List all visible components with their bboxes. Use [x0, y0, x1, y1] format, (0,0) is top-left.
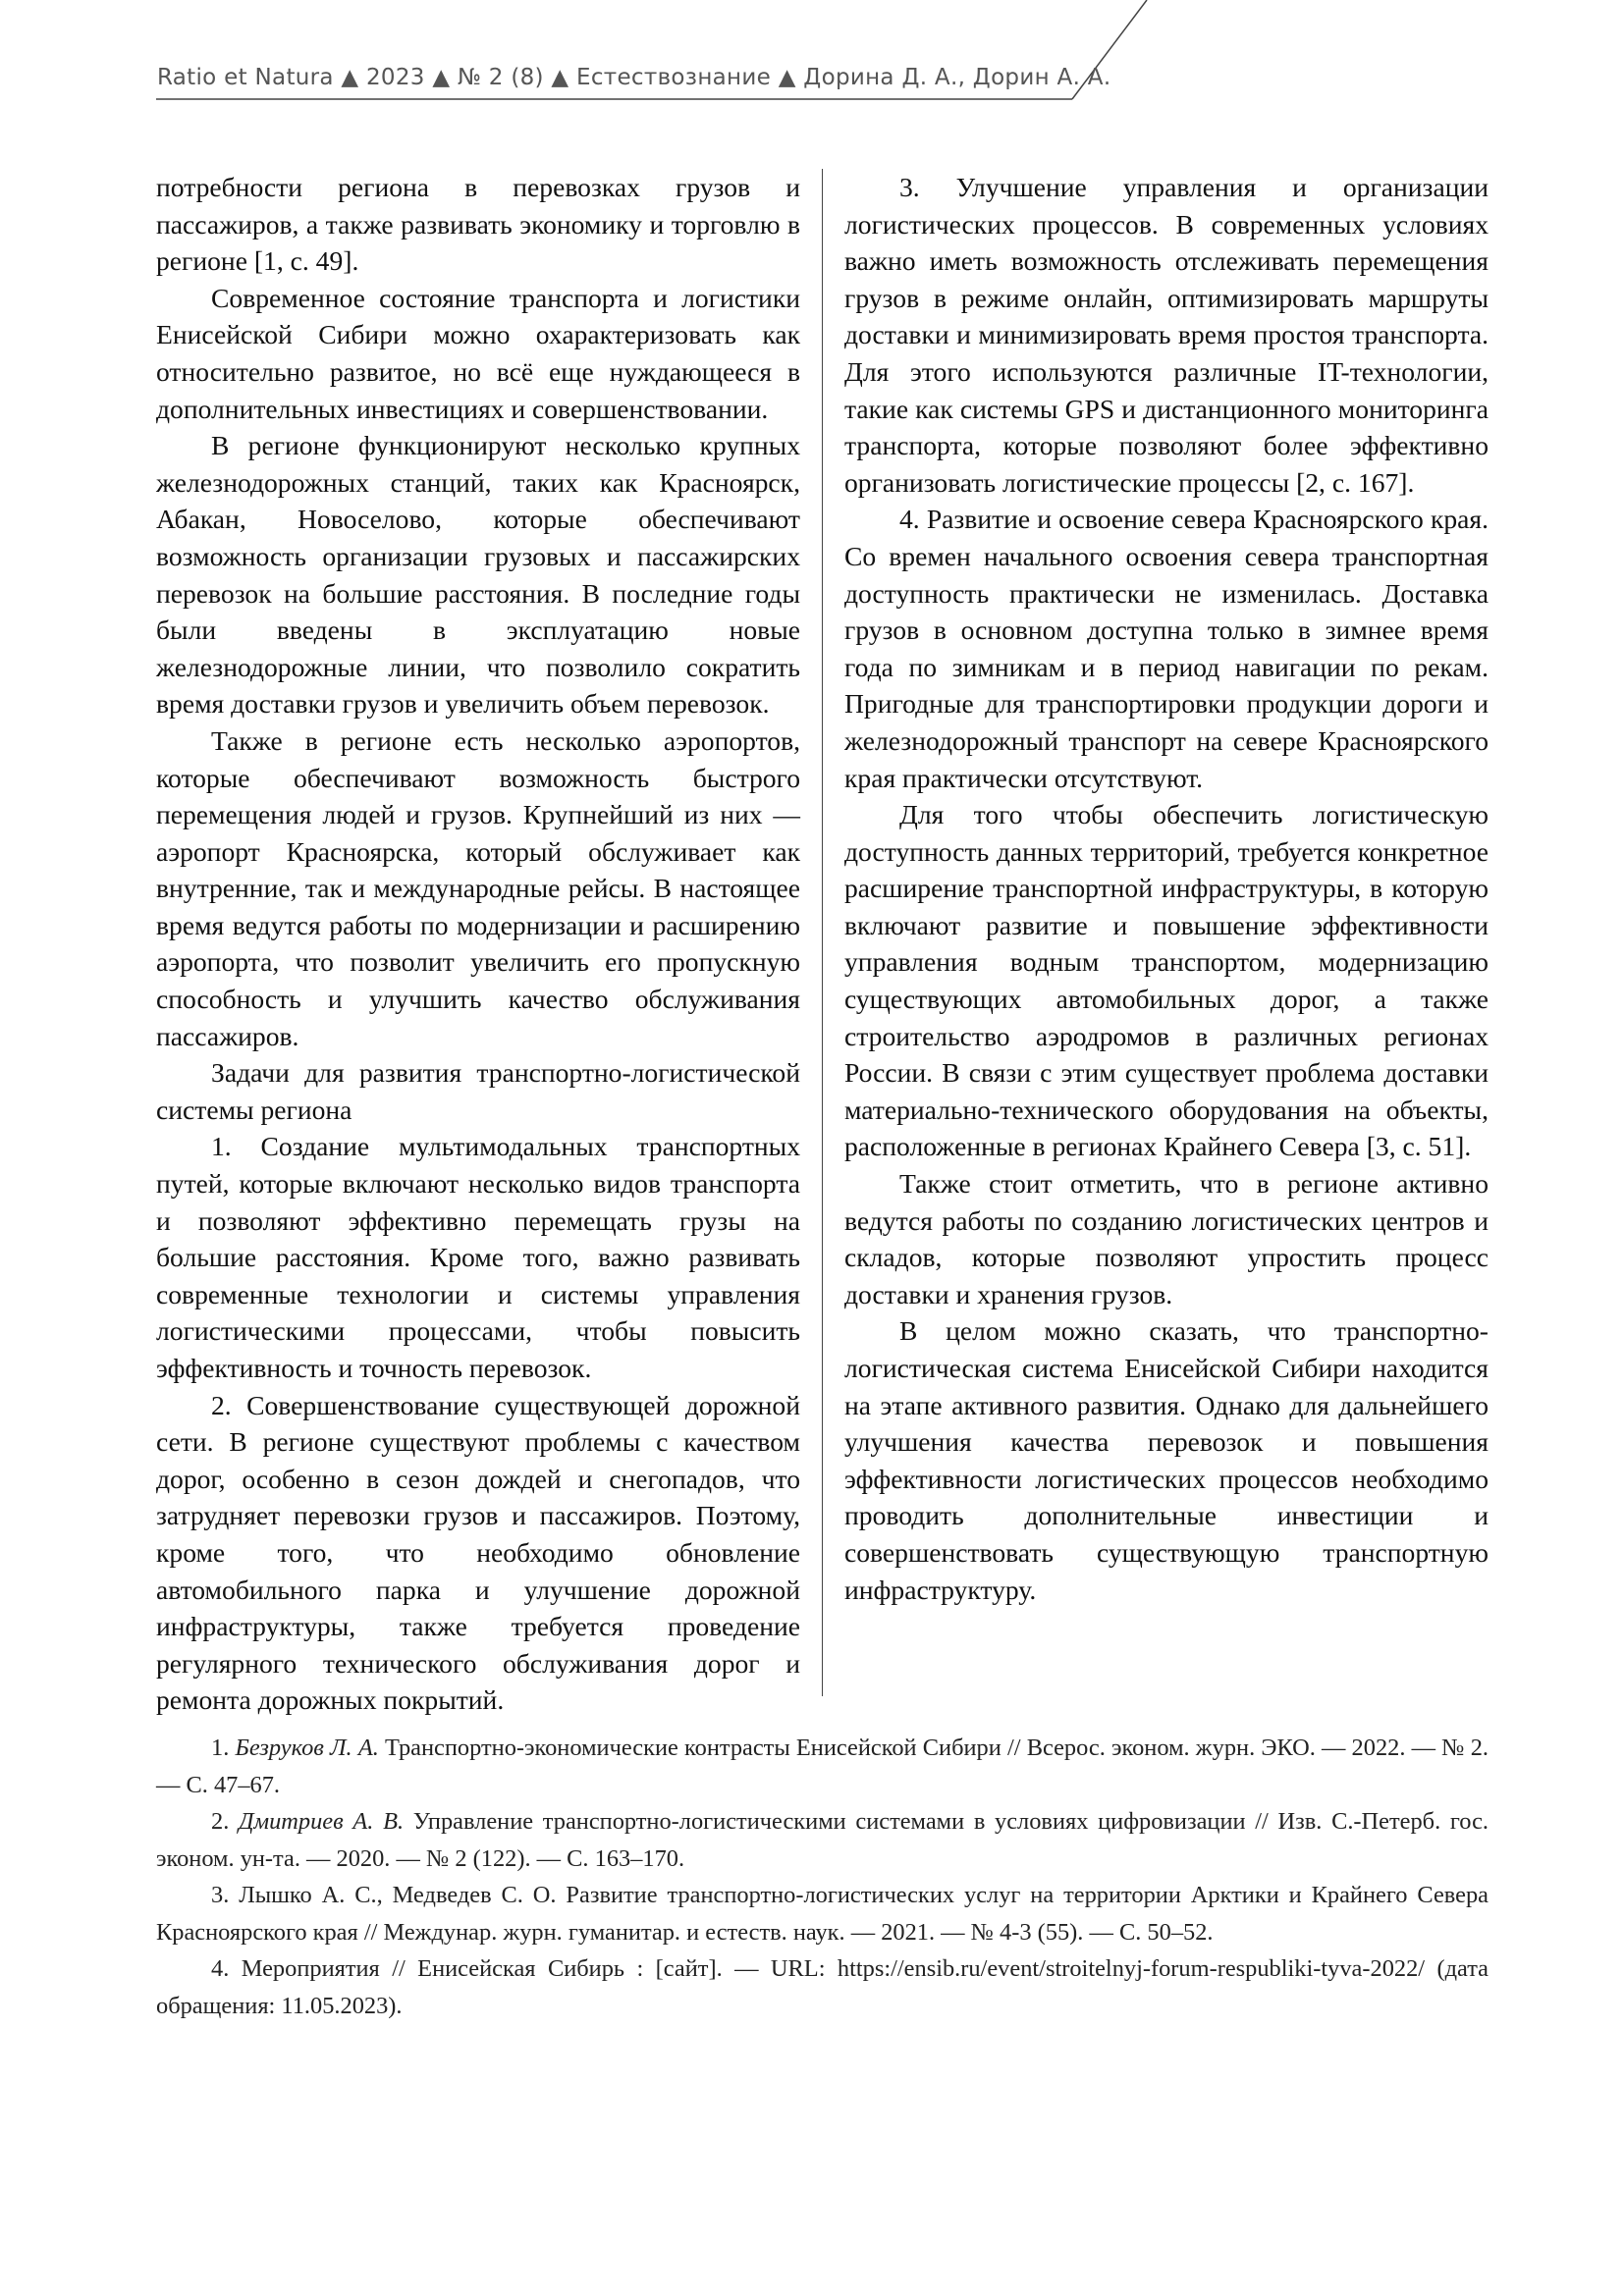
reference-number: 3.: [211, 1882, 230, 1908]
paragraph: Также стоит отметить, что в регионе активно ведутся работы по созданию логистических центров и складов, которые позволяют упростить процесс доставки и хранения грузов.: [844, 1168, 1489, 1309]
paragraph: Современное состояние транспорта и логистики Енисейской Сибири можно охарактеризовать как относительно развитое, но всё еще нуждающееся в дополнительных инвестициях и совершенствовании.: [156, 282, 800, 424]
reference-number: 1.: [211, 1735, 230, 1761]
reference-author: Безруков Л. А.: [235, 1735, 379, 1761]
reference-item: [156, 1877, 1489, 1950]
paragraph: В регионе функционируют несколько крупных железнодорожных станций, таких как Красноярск, Абакан, Новоселово, которые обеспечивают возможность организации грузовых и пассажирских перевозок на большие расстояния. В последние годы были введены в эксплуатацию новые железнодорожные линии, что позволило сократить время доставки грузов и увеличить объем перевозок.: [156, 430, 800, 720]
reference-item: [156, 1803, 1489, 1877]
reference-item: [156, 1950, 1489, 2024]
reference-number: 2.: [211, 1808, 230, 1835]
header-rule-decoration: [0, 0, 1624, 118]
reference-list: [156, 1730, 1489, 2024]
list-item-paragraph: 3. Улучшение управления и организации логистических процессов. В современных условиях важно иметь возможность отслеживать перемещения грузов в режиме онлайн, оптимизировать маршруты доставки и минимизировать время простоя транспорта. Для этого используются различные IT-технологии, такие как системы GPS и дистанционного мониторинга транспорта, которые позволяют более эффективно организовать логистические процессы [2, с. 167].: [844, 172, 1489, 498]
paragraph: Задачи для развития транспортно-логистической системы региона: [156, 1057, 800, 1125]
running-head-text: Ratio et Natura ▲ 2023 ▲ № 2 (8) ▲ Естествознание ▲ Дорина Д. А., Дорин А. А.: [157, 65, 1111, 90]
list-item-paragraph: 4. Развитие и освоение севера Красноярского края. Со времен начального освоения севера транспортная доступность практически не изменилась. Доставка грузов в основном доступна только в зимнее время года по зимникам и в период навигации по рекам. Пригодные для транспортировки продукции дороги и железнодорожный транспорт на севере Красноярского края практически отсутствуют.: [844, 504, 1489, 793]
list-item-paragraph: 2. Совершенствование существующей дорожной сети. В регионе существуют проблемы с качеством дорог, особенно в сезон дождей и снегопадов, что затрудняет перевозки грузов и пассажиров. Поэтому, кроме того, что необходимо обновление автомобильного парка и улучшение дорожной инфраструктуры, также требуется проведение регулярного технического обслуживания дорог и ремонта дорожных покрытий.: [156, 1389, 800, 1716]
list-item-paragraph: 1. Создание мультимодальных транспортных путей, которые включают несколько видов транспорта и позволяют эффективно перемещать грузы на большие расстояния. Кроме того, важно развивать современные технологии и системы управления логистическими процессами, чтобы повысить эффективность и точность перевозок.: [156, 1131, 800, 1383]
reference-item: [156, 1730, 1489, 1803]
column-divider: [822, 169, 823, 1696]
right-column: [844, 169, 1489, 1608]
reference-text: Транспортно-экономические контрасты Енисейской Сибири // Всерос. эконом. журн. ЭКО. — 2022. — № 2. — С. 47–67.: [156, 1735, 1489, 1798]
left-column: [156, 169, 800, 1719]
running-header: [0, 0, 1624, 118]
reference-number: 4.: [211, 1955, 230, 1982]
paragraph: потребности региона в перевозках грузов и пассажиров, а также развивать экономику и торговлю в регионе [1, с. 49].: [156, 172, 800, 277]
paragraph: Также в регионе есть несколько аэропортов, которые обеспечивают возможность быстрого перемещения людей и грузов. Крупнейший из них — аэропорт Красноярска, который обслуживает как внутренние, так и международные рейсы. В настоящее время ведутся работы по модернизации и расширению аэропорта, что позволит увеличить его пропускную способность и улучшить качество обслуживания пассажиров.: [156, 724, 800, 1051]
reference-text: Мероприятия // Енисейская Сибирь : [сайт]. — URL: https://ensib.ru/event/stroitelnyj-forum-respubliki-tyva-2022/ (дата обращения: 11.05.2023).: [156, 1955, 1489, 2019]
reference-text: Управление транспортно-логистическими системами в условиях цифровизации // Изв. С.-Петерб. гос. эконом. ун-та. — 2020. — № 2 (122). — С. 163–170.: [156, 1808, 1489, 1872]
reference-text: Лышко А. С., Медведев С. О. Развитие транспортно-логистических услуг на территории Арктики и Крайнего Севера Красноярского края // Междунар. журн. гуманитар. и естеств. наук. — 2021. — № 4-3 (55). — С. 50–52.: [156, 1882, 1489, 1946]
paragraph: Для того чтобы обеспечить логистическую доступность данных территорий, требуется конкретное расширение транспортной инфраструктуры, в которую включают развитие и повышение эффективности управления водным транспортом, модернизацию существующих автомобильных дорог, а также строительство аэродромов в различных регионах России. В связи с этим существует проблема доставки материально-технического оборудования на объекты, расположенные в регионах Крайнего Севера [3, с. 51].: [844, 799, 1489, 1162]
paragraph: В целом можно сказать, что транспортно-логистическая система Енисейской Сибири находится на этапе активного развития. Однако для дальнейшего улучшения качества перевозок и повышения эффективности логистических процессов необходимо проводить дополнительные инвестиции и совершенствовать существующую транспортную инфраструктуру.: [844, 1315, 1489, 1605]
reference-author: Дмитриев А. В.: [239, 1808, 405, 1835]
